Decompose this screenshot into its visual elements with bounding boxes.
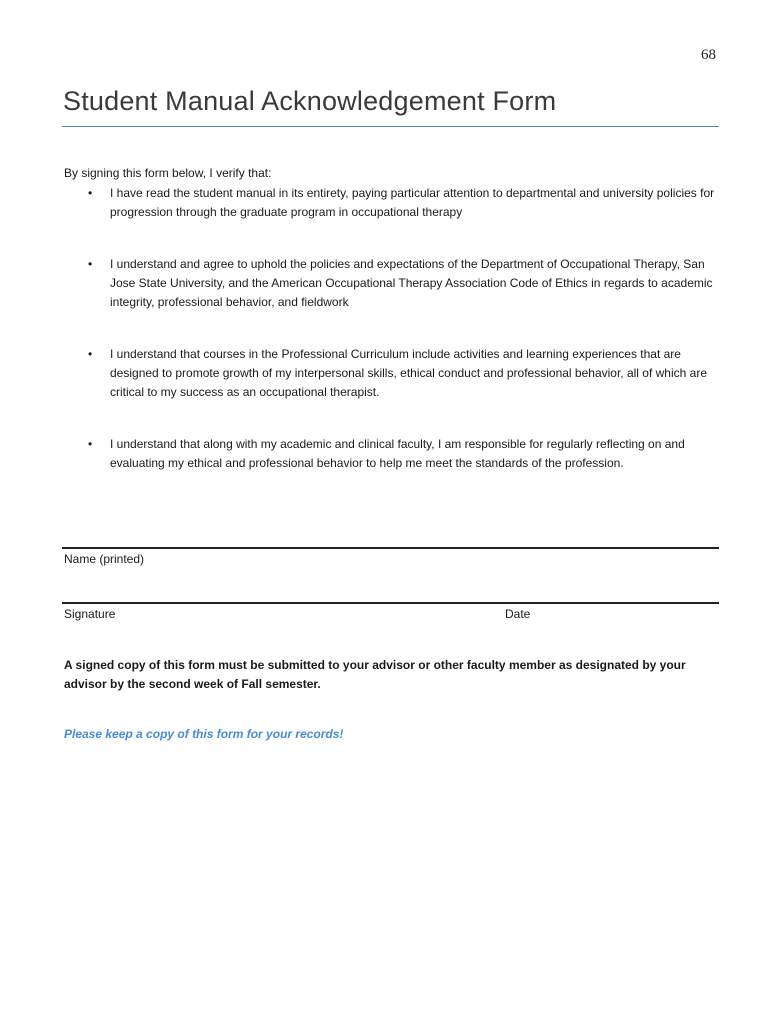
bullet-icon: • bbox=[88, 186, 93, 200]
date-label: Date bbox=[505, 607, 531, 621]
signature-line[interactable] bbox=[62, 602, 719, 604]
keep-copy-reminder: Please keep a copy of this form for your records! bbox=[64, 727, 344, 741]
name-signature-line[interactable] bbox=[62, 547, 719, 549]
list-item bbox=[64, 184, 720, 222]
list-item-text: I understand that courses in the Professional Curriculum include activities and learning experiences that are designed to promote growth of my interpersonal skills, ethical conduct and professional behavior, all of which are critical to my success as an occupational therapist. bbox=[110, 347, 707, 399]
submission-notice: A signed copy of this form must be submitted to your advisor or other faculty member as designated by your advisor by the second week of Fall semester. bbox=[64, 658, 686, 691]
bullet-icon: • bbox=[88, 437, 93, 451]
bullet-icon: • bbox=[88, 347, 93, 361]
list-item bbox=[64, 345, 720, 402]
intro-text: By signing this form below, I verify that: bbox=[64, 166, 272, 180]
list-item-text: I have read the student manual in its entirety, paying particular attention to departmental and university policies for progression through the graduate program in occupational therapy bbox=[110, 186, 715, 219]
name-printed-label: Name (printed) bbox=[64, 552, 145, 566]
bullet-icon: • bbox=[88, 257, 93, 271]
page-number: 68 bbox=[701, 47, 716, 63]
page-title: Student Manual Acknowledgement Form bbox=[63, 86, 557, 116]
list-item bbox=[64, 255, 720, 312]
list-item-text: I understand and agree to uphold the policies and expectations of the Department of Occupational Therapy, San Jose State University, and the American Occupational Therapy Association Code of Ethics in regards to academic integrity, professional behavior, and fieldwork bbox=[110, 257, 713, 309]
signature-label: Signature bbox=[64, 607, 116, 621]
list-item-text: I understand that along with my academic and clinical faculty, I am responsible for regularly reflecting on and evaluating my ethical and professional behavior to help me meet the standards of the profession. bbox=[110, 437, 685, 470]
acknowledgement-list bbox=[64, 184, 720, 506]
list-item bbox=[64, 435, 720, 473]
title-underline bbox=[62, 126, 719, 127]
